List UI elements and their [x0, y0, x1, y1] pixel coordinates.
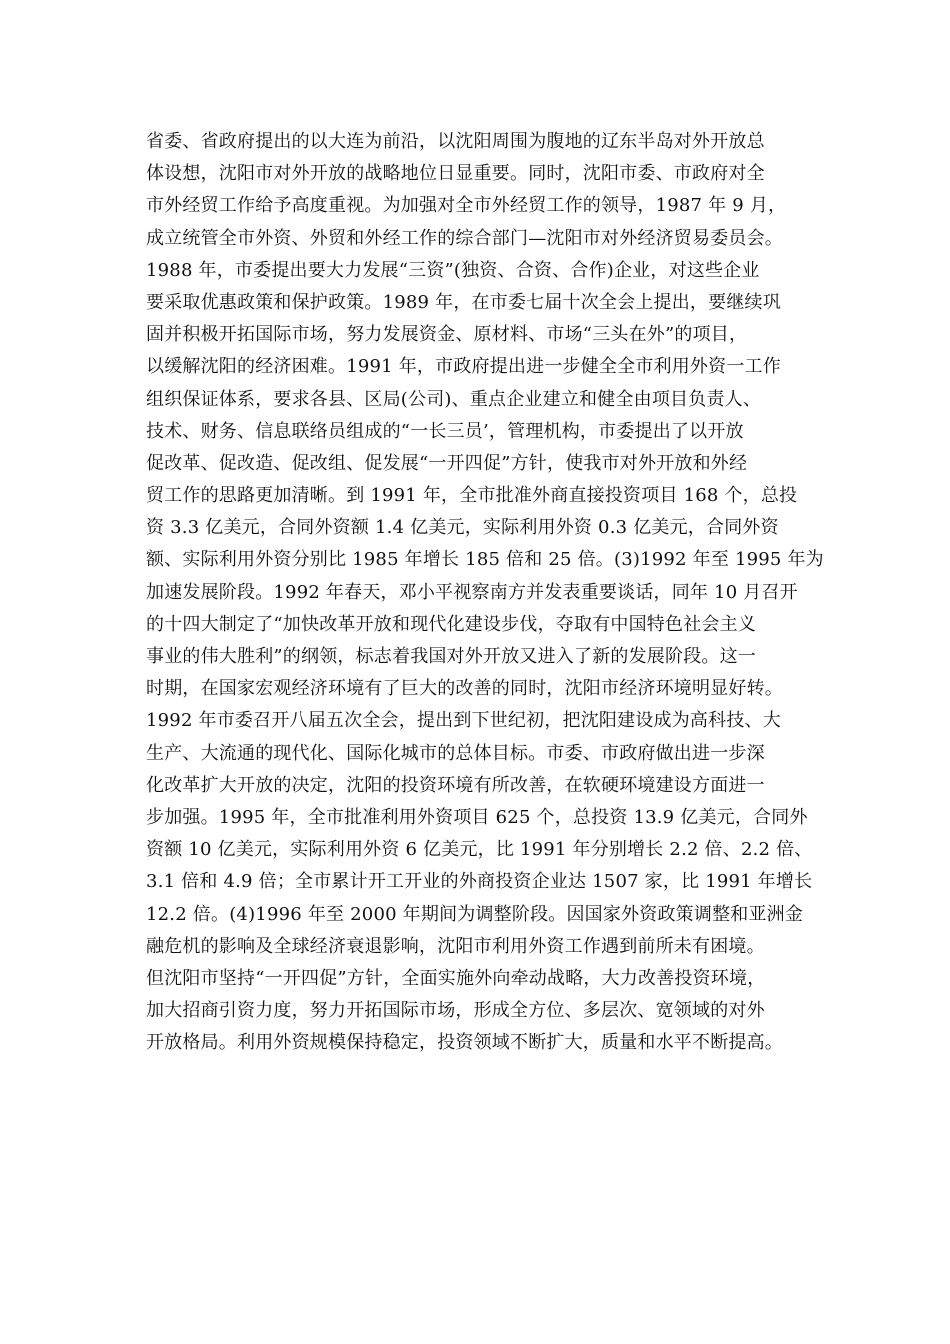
- text-line: 步加强。1995 年，全市批准利用外资项目 625 个，总投资 13.9 亿美元，合同外: [146, 806, 808, 828]
- text-line: 促改革、促改造、促改组、促发展“一开四促”方针，使我市对外开放和外经: [146, 452, 748, 474]
- text-line: 体设想，沈阳市对外开放的战略地位日显重要。同时，沈阳市委、市政府对全: [146, 163, 765, 185]
- text-line: 额、实际利用外资分别比 1985 年增长 185 倍和 25 倍。(3)1992 年至 1995 年为: [146, 549, 824, 571]
- text-line: 组织保证体系，要求各县、区局(公司)、重点企业建立和健全由项目负责人、: [146, 388, 762, 410]
- text-line: 12.2 倍。(4)1996 年至 2000 年期间为调整阶段。因国家外资政策调整和亚洲金: [146, 903, 804, 925]
- body-paragraph: [146, 126, 836, 1059]
- text-line: 技术、财务、信息联络员组成的“一长三员’，管理机构，市委提出了以开放: [146, 420, 744, 442]
- text-line: 成立统管全市外资、外贸和外经工作的综合部门—沈阳市对外经济贸易委员会。: [146, 227, 783, 249]
- text-line: 事业的伟大胜利”的纲领，标志着我国对外开放又进入了新的发展阶段。这一: [146, 646, 756, 667]
- text-line: 但沈阳市坚持“一开四促”方针，全面实施外向牵动战略，大力改善投资环境，: [146, 967, 766, 989]
- text-line: 固并积极开拓国际市场，努力发展资金、原材料、市场“三头在外”的项目，: [146, 324, 748, 346]
- text-line: 省委、省政府提出的以大连为前沿，以沈阳周围为腹地的辽东半岛对外开放总: [146, 131, 765, 152]
- text-line: 融危机的影响及全球经济衰退影响，沈阳市利用外资工作遇到前所未有困境。: [146, 935, 765, 957]
- text-line: 生产、大流通的现代化、国际化城市的总体目标。市委、市政府做出进一步深: [146, 742, 765, 764]
- text-line: 以缓解沈阳的经济困难。1991 年，市政府提出进一步健全全市利用外资一工作: [146, 356, 781, 378]
- text-line: 要采取优惠政策和保护政策。1989 年，在市委七届十次全会上提出，要继续巩: [146, 291, 781, 313]
- text-line: 加速发展阶段。1992 年春天，邓小平视察南方并发表重要谈话，同年 10 月召开: [146, 581, 798, 603]
- text-line: 开放格局。利用外资规模保持稳定，投资领域不断扩大，质量和水平不断提高。: [146, 1032, 783, 1054]
- text-line: 时期，在国家宏观经济环境有了巨大的改善的同时，沈阳市经济环境明显好转。: [146, 678, 783, 700]
- text-line: 贸工作的思路更加清晰。到 1991 年，全市批准外商直接投资项目 168 个，总投: [146, 485, 798, 507]
- text-line: 市外经贸工作给予高度重视。为加强对全市外经贸工作的领导，1987 年 9 月，: [146, 195, 787, 217]
- text-line: 化改革扩大开放的决定，沈阳的投资环境有所改善，在软硬环境建设方面进一: [146, 774, 765, 796]
- text-line: 1988 年，市委提出要大力发展“三资”(独资、合资、合作)企业，对这些企业: [146, 259, 760, 281]
- text-line: 的十四大制定了“加快改革开放和现代化建设步伐，夺取有中国特色社会主义: [146, 613, 756, 635]
- text-line: 资 3.3 亿美元，合同外资额 1.4 亿美元，实际利用外资 0.3 亿美元，合同外资: [146, 517, 779, 539]
- text-line: 3.1 倍和 4.9 倍；全市累计开工开业的外商投资企业达 1507 家，比 1991 年增长: [146, 871, 813, 893]
- text-line: 1992 年市委召开八届五次全会，提出到下世纪初，把沈阳建设成为高科技、大: [146, 710, 781, 732]
- text-line: 加大招商引资力度，努力开拓国际市场，形成全方位、多层次、宽领域的对外: [146, 1000, 765, 1022]
- text-line: 资额 10 亿美元，实际利用外资 6 亿美元，比 1991 年分别增长 2.2 倍、2.2 倍、: [146, 839, 813, 861]
